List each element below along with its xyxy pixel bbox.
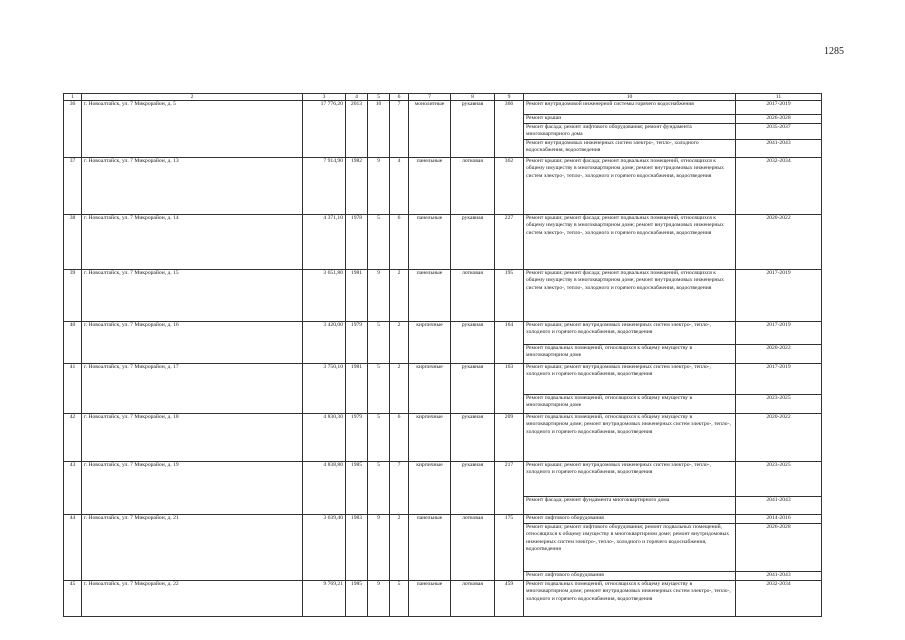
row-number: 38: [64, 214, 82, 269]
year-cell: 1981: [346, 363, 368, 413]
row-number: 42: [64, 413, 82, 461]
waste-chute-cell: рукавная: [451, 214, 495, 269]
walls-cell: панельные: [409, 269, 451, 321]
work-period: 2026-2028: [736, 115, 822, 124]
work-description: Ремонт подвальных помещений, относящихся к общему имуществу в многоквартирном доме; ремонт внутридомовых инженерных систем электро-, тепло-, холодного и горячего водоснабжения, водоотведения: [524, 580, 736, 616]
entrances-cell: 2: [390, 514, 409, 580]
entrances-cell: 6: [390, 413, 409, 461]
row-number: 44: [64, 514, 82, 580]
floors-cell: 9: [368, 580, 390, 616]
work-description: Ремонт крыши; ремонт фасада; ремонт подвальных помещений, относящихся к общему имуществу в многоквартирном доме; ремонт внутридомовых инженерных систем электро-, тепло-, холодного и горячего водоснабжения, водоотведения: [524, 214, 736, 269]
entrances-cell: 2: [390, 363, 409, 413]
year-cell: 1978: [346, 214, 368, 269]
walls-cell: панельные: [409, 580, 451, 616]
column-number: 7: [409, 94, 451, 101]
work-description: Ремонт крыши; ремонт внутридомовых инженерных систем электро-, тепло-, холодного и горячего водоснабжения, водоотведения: [524, 321, 736, 344]
work-description: Ремонт крыши; ремонт фасада; ремонт подвальных помещений, относящихся к общему имуществу в многоквартирном доме; ремонт внутридомовых инженерных систем электро-, тепло-, холодного и горячего водоснабжения, водоотведения: [524, 269, 736, 321]
work-description: Ремонт внутридомовой инженерной системы горячего водоснабжения: [524, 101, 736, 115]
floors-cell: 5: [368, 461, 390, 514]
walls-cell: кирпичные: [409, 413, 451, 461]
address-cell: г. Новоалтайск, ул. 7 Микрорайон, д. 15: [82, 269, 303, 321]
residents-cell: 175: [495, 514, 524, 580]
area-cell: 3 651,80: [303, 269, 346, 321]
residents-cell: 366: [495, 101, 524, 158]
area-cell: 3 750,10: [303, 363, 346, 413]
area-cell: 7 914,90: [303, 157, 346, 214]
waste-chute-cell: лотковая: [451, 269, 495, 321]
floors-cell: 9: [368, 157, 390, 214]
year-cell: 1985: [346, 580, 368, 616]
column-number-row: [64, 94, 822, 101]
address-cell: г. Новоалтайск, ул. 7 Микрорайон, д. 14: [82, 214, 303, 269]
table-row: [64, 214, 822, 269]
row-number: 39: [64, 269, 82, 321]
waste-chute-cell: лотковая: [451, 514, 495, 580]
entrances-cell: 7: [390, 461, 409, 514]
waste-chute-cell: рукавная: [451, 101, 495, 158]
work-description: Ремонт крыши; ремонт внутридомовых инженерных систем электро-, тепло-, холодного и горячего водоснабжения, водоотведения: [524, 461, 736, 496]
work-description: Ремонт лифтового оборудования: [524, 514, 736, 523]
table-row: [64, 580, 822, 616]
residents-cell: 209: [495, 413, 524, 461]
work-description: Ремонт подвальных помещений, относящихся к общему имуществу в многоквартирном доме: [524, 344, 736, 363]
address-cell: г. Новоалтайск, ул. 7 Микрорайон, д. 5: [82, 101, 303, 158]
column-number: 4: [346, 94, 368, 101]
column-number: 11: [736, 94, 822, 101]
walls-cell: панельные: [409, 214, 451, 269]
work-description: Ремонт фасада; ремонт фундамента многоквартирного дома: [524, 496, 736, 514]
address-cell: г. Новоалтайск, ул. 7 Микрорайон, д. 19: [82, 461, 303, 514]
floors-cell: 5: [368, 413, 390, 461]
floors-cell: 5: [368, 363, 390, 413]
waste-chute-cell: рукавная: [451, 413, 495, 461]
area-cell: 4 838,80: [303, 461, 346, 514]
work-description: Ремонт крыши; ремонт фасада; ремонт подвальных помещений, относящихся к общему имуществу в многоквартирном доме; ремонт внутридомовых инженерных систем электро-, тепло-, холодного и горячего водоснабжения, водоотведения: [524, 157, 736, 214]
table-row: [64, 413, 822, 461]
work-period: 2023-2025: [736, 461, 822, 496]
area-cell: 9 769,21: [303, 580, 346, 616]
waste-chute-cell: рукавная: [451, 461, 495, 514]
work-period: 2026-2028: [736, 523, 822, 571]
work-period: 2023-2025: [736, 394, 822, 413]
year-cell: 2013: [346, 101, 368, 158]
work-period: 2020-2022: [736, 214, 822, 269]
work-description: Ремонт подвальных помещений, относящихся к общему имуществу в многоквартирном доме; ремонт внутридомовых инженерных систем электро-, тепло-, холодного и горячего водоснабжения, водоотведения: [524, 413, 736, 461]
work-description: Ремонт подвальных помещений, относящихся к общему имуществу в многоквартирном доме: [524, 394, 736, 413]
entrances-cell: 5: [390, 580, 409, 616]
floors-cell: 9: [368, 269, 390, 321]
waste-chute-cell: рукавная: [451, 363, 495, 413]
walls-cell: панельные: [409, 157, 451, 214]
year-cell: 1979: [346, 321, 368, 363]
page-number: 1285: [824, 46, 844, 57]
work-period: 2020-2022: [736, 413, 822, 461]
row-number: 37: [64, 157, 82, 214]
entrances-cell: 6: [390, 214, 409, 269]
residents-cell: 459: [495, 580, 524, 616]
walls-cell: кирпичные: [409, 461, 451, 514]
address-cell: г. Новоалтайск, ул. 7 Микрорайон, д. 16: [82, 321, 303, 363]
residents-cell: 163: [495, 363, 524, 413]
entrances-cell: 7: [390, 101, 409, 158]
table-row: [64, 269, 822, 321]
row-number: 41: [64, 363, 82, 413]
work-description: Ремонт лифтового оборудования: [524, 571, 736, 580]
waste-chute-cell: рукавная: [451, 321, 495, 363]
walls-cell: монолитные: [409, 101, 451, 158]
work-period: 2041-2043: [736, 571, 822, 580]
work-period: 2017-2019: [736, 269, 822, 321]
column-number: 3: [303, 94, 346, 101]
work-period: 2032-2034: [736, 157, 822, 214]
table-row: [64, 514, 822, 523]
work-period: 2017-2019: [736, 363, 822, 394]
area-cell: 4 371,10: [303, 214, 346, 269]
column-number: 2: [82, 94, 303, 101]
work-period: 2032-2034: [736, 580, 822, 616]
area-cell: 4 830,30: [303, 413, 346, 461]
work-description: Ремонт крыши; ремонт внутридомовых инженерных систем электро-, тепло-, холодного и горячего водоснабжения, водоотведения: [524, 363, 736, 394]
area-cell: 3 639,40: [303, 514, 346, 580]
waste-chute-cell: лотковая: [451, 157, 495, 214]
residents-cell: 362: [495, 157, 524, 214]
walls-cell: панельные: [409, 514, 451, 580]
floors-cell: 5: [368, 321, 390, 363]
address-cell: г. Новоалтайск, ул. 7 Микрорайон, д. 22: [82, 580, 303, 616]
work-description: Ремонт внутридомовых инженерных систем электро-, тепло-, холодного водоснабжения, водоотведения: [524, 139, 736, 157]
area-cell: 17 776,20: [303, 101, 346, 158]
entrances-cell: 2: [390, 269, 409, 321]
work-period: 2014-2016: [736, 514, 822, 523]
work-period: 2020-2022: [736, 344, 822, 363]
address-cell: г. Новоалтайск, ул. 7 Микрорайон, д. 21: [82, 514, 303, 580]
address-cell: г. Новоалтайск, ул. 7 Микрорайон, д. 17: [82, 363, 303, 413]
row-number: 36: [64, 101, 82, 158]
year-cell: 1982: [346, 157, 368, 214]
work-description: Ремонт крыши; ремонт лифтового оборудования; ремонт подвальных помещений, относящихся к общему имуществу в многоквартирном доме; ремонт внутридомовых инженерных систем электро-, тепло-, холодного и горячего водоснабжения, водоотведения: [524, 523, 736, 571]
work-period: 2041-2043: [736, 496, 822, 514]
table-row: [64, 157, 822, 214]
work-period: 2041-2043: [736, 139, 822, 157]
residents-cell: 227: [495, 214, 524, 269]
capital-repair-table: [63, 93, 822, 617]
work-description: Ремонт фасада; ремонт лифтового оборудования; ремонт фундамента многоквартирного дома: [524, 124, 736, 140]
floors-cell: 5: [368, 214, 390, 269]
row-number: 43: [64, 461, 82, 514]
floors-cell: 10: [368, 101, 390, 158]
table-row: [64, 321, 822, 344]
column-number: 5: [368, 94, 390, 101]
area-cell: 3 420,00: [303, 321, 346, 363]
column-number: 6: [390, 94, 409, 101]
entrances-cell: 2: [390, 321, 409, 363]
year-cell: 1983: [346, 514, 368, 580]
work-period: 2035-2037: [736, 124, 822, 140]
row-number: 45: [64, 580, 82, 616]
column-number: 8: [451, 94, 495, 101]
residents-cell: 195: [495, 269, 524, 321]
address-cell: г. Новоалтайск, ул. 7 Микрорайон, д. 18: [82, 413, 303, 461]
year-cell: 1985: [346, 461, 368, 514]
waste-chute-cell: лотковая: [451, 580, 495, 616]
residents-cell: 217: [495, 461, 524, 514]
address-cell: г. Новоалтайск, ул. 7 Микрорайон, д. 13: [82, 157, 303, 214]
floors-cell: 9: [368, 514, 390, 580]
entrances-cell: 4: [390, 157, 409, 214]
year-cell: 1981: [346, 269, 368, 321]
work-description: Ремонт крыши: [524, 115, 736, 124]
table-row: [64, 101, 822, 115]
work-period: 2017-2019: [736, 101, 822, 115]
walls-cell: кирпичные: [409, 363, 451, 413]
year-cell: 1979: [346, 413, 368, 461]
residents-cell: 164: [495, 321, 524, 363]
column-number: 1: [64, 94, 82, 101]
row-number: 40: [64, 321, 82, 363]
column-number: 9: [495, 94, 524, 101]
table-row: [64, 461, 822, 496]
table-row: [64, 363, 822, 394]
walls-cell: кирпичные: [409, 321, 451, 363]
column-number: 10: [524, 94, 736, 101]
work-period: 2017-2019: [736, 321, 822, 344]
